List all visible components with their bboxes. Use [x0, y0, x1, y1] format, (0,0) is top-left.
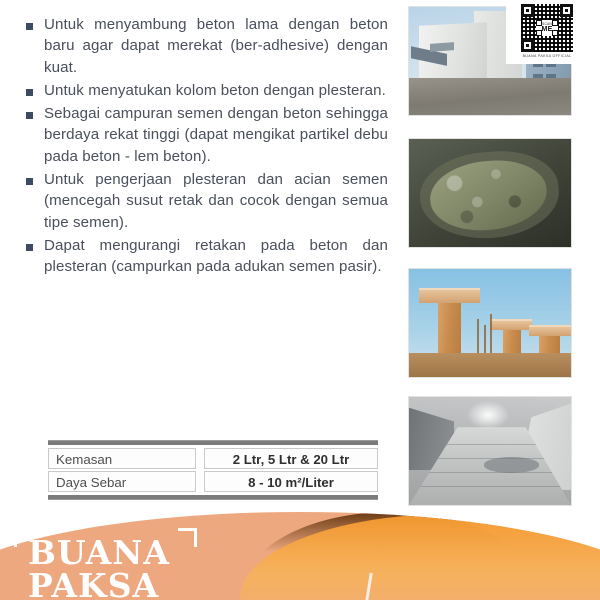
photo-concrete-pavement: [408, 396, 572, 506]
bracket-corner-icon: [536, 20, 542, 26]
scan-me-marker: [536, 20, 558, 36]
list-item: [26, 235, 388, 278]
photo-content: [409, 139, 571, 247]
benefit-text: Untuk menyambung beton lama dengan beton baru agar dapat merekat (ber-adhesive) dengan kuat.: [44, 16, 388, 76]
benefit-text: Dapat mengurangi retakan pada beton dan plesteran (campurkan pada adukan semen pasir).: [44, 236, 388, 276]
qr-code-badge[interactable]: [506, 2, 588, 64]
table-top-rule: [48, 440, 378, 445]
qr-me-label: ME: [541, 26, 553, 34]
table-row: [48, 448, 378, 469]
formwork-platform: [419, 288, 481, 303]
bullet-square-icon: [26, 112, 33, 119]
rebar-line: [477, 319, 479, 358]
brand-name-line2: PAKSA: [28, 566, 160, 600]
benefit-text: Untuk pengerjaan plesteran dan acian semen (mencegah susut retak dan cocok dengan semua tipe semen).: [44, 171, 388, 231]
ground-shape: [409, 353, 571, 377]
light-glare: [467, 401, 509, 429]
specification-table: [48, 440, 378, 500]
bullet-square-icon: [26, 244, 33, 251]
benefit-text: Sebagai campuran semen dengan beton sehingga berdaya rekat tinggi (dapat mengikat partikel debu pada beton - lem beton).: [44, 105, 388, 165]
photo-column-formwork: [408, 268, 572, 378]
photo-content: [409, 269, 571, 377]
list-item: [26, 80, 388, 101]
bullet-square-icon: [26, 178, 33, 185]
spec-value: 2 Ltr, 5 Ltr & 20 Ltr: [204, 448, 378, 469]
formwork-platform: [529, 325, 571, 336]
rebar-line: [490, 314, 492, 357]
logo-bracket-icon: [178, 528, 197, 547]
bullet-square-icon: [26, 89, 33, 96]
list-item: [26, 169, 388, 233]
qr-finder-icon: [560, 4, 573, 17]
qr-scan-label: SCAN: [542, 21, 552, 26]
qr-caption: BUANA PAKSA OFFICIAL: [522, 54, 572, 58]
photo-content: [409, 397, 571, 505]
table-row: [48, 471, 378, 492]
benefit-text: Untuk menyatukan kolom beton dengan plesteran.: [44, 81, 386, 99]
bracket-corner-icon: [536, 30, 542, 36]
qr-code-icon[interactable]: [521, 4, 573, 52]
band-orange-accent: [240, 514, 600, 600]
brand-footer-band: [0, 512, 600, 600]
bracket-corner-icon: [552, 20, 558, 26]
qr-finder-icon: [521, 39, 534, 52]
window-slot-shape: [430, 42, 454, 51]
brand-name-line1: BUANA: [28, 533, 171, 572]
puddle-shape: [484, 457, 539, 472]
benefits-list: [26, 14, 388, 280]
logo-bracket-icon: [14, 528, 33, 547]
qr-finder-icon: [521, 4, 534, 17]
brand-logo: [28, 533, 218, 600]
photo-mortar-mix-bucket: [408, 138, 572, 248]
table-bottom-rule: [48, 495, 378, 500]
list-item: [26, 103, 388, 167]
spec-label: Daya Sebar: [48, 471, 196, 492]
spec-label: Kemasan: [48, 448, 196, 469]
bracket-corner-icon: [552, 30, 558, 36]
bullet-square-icon: [26, 23, 33, 30]
formwork-platform: [490, 319, 532, 331]
ground-shape: [409, 78, 571, 115]
list-item: [26, 14, 388, 78]
spec-value: 8 - 10 m²/Liter: [204, 471, 378, 492]
